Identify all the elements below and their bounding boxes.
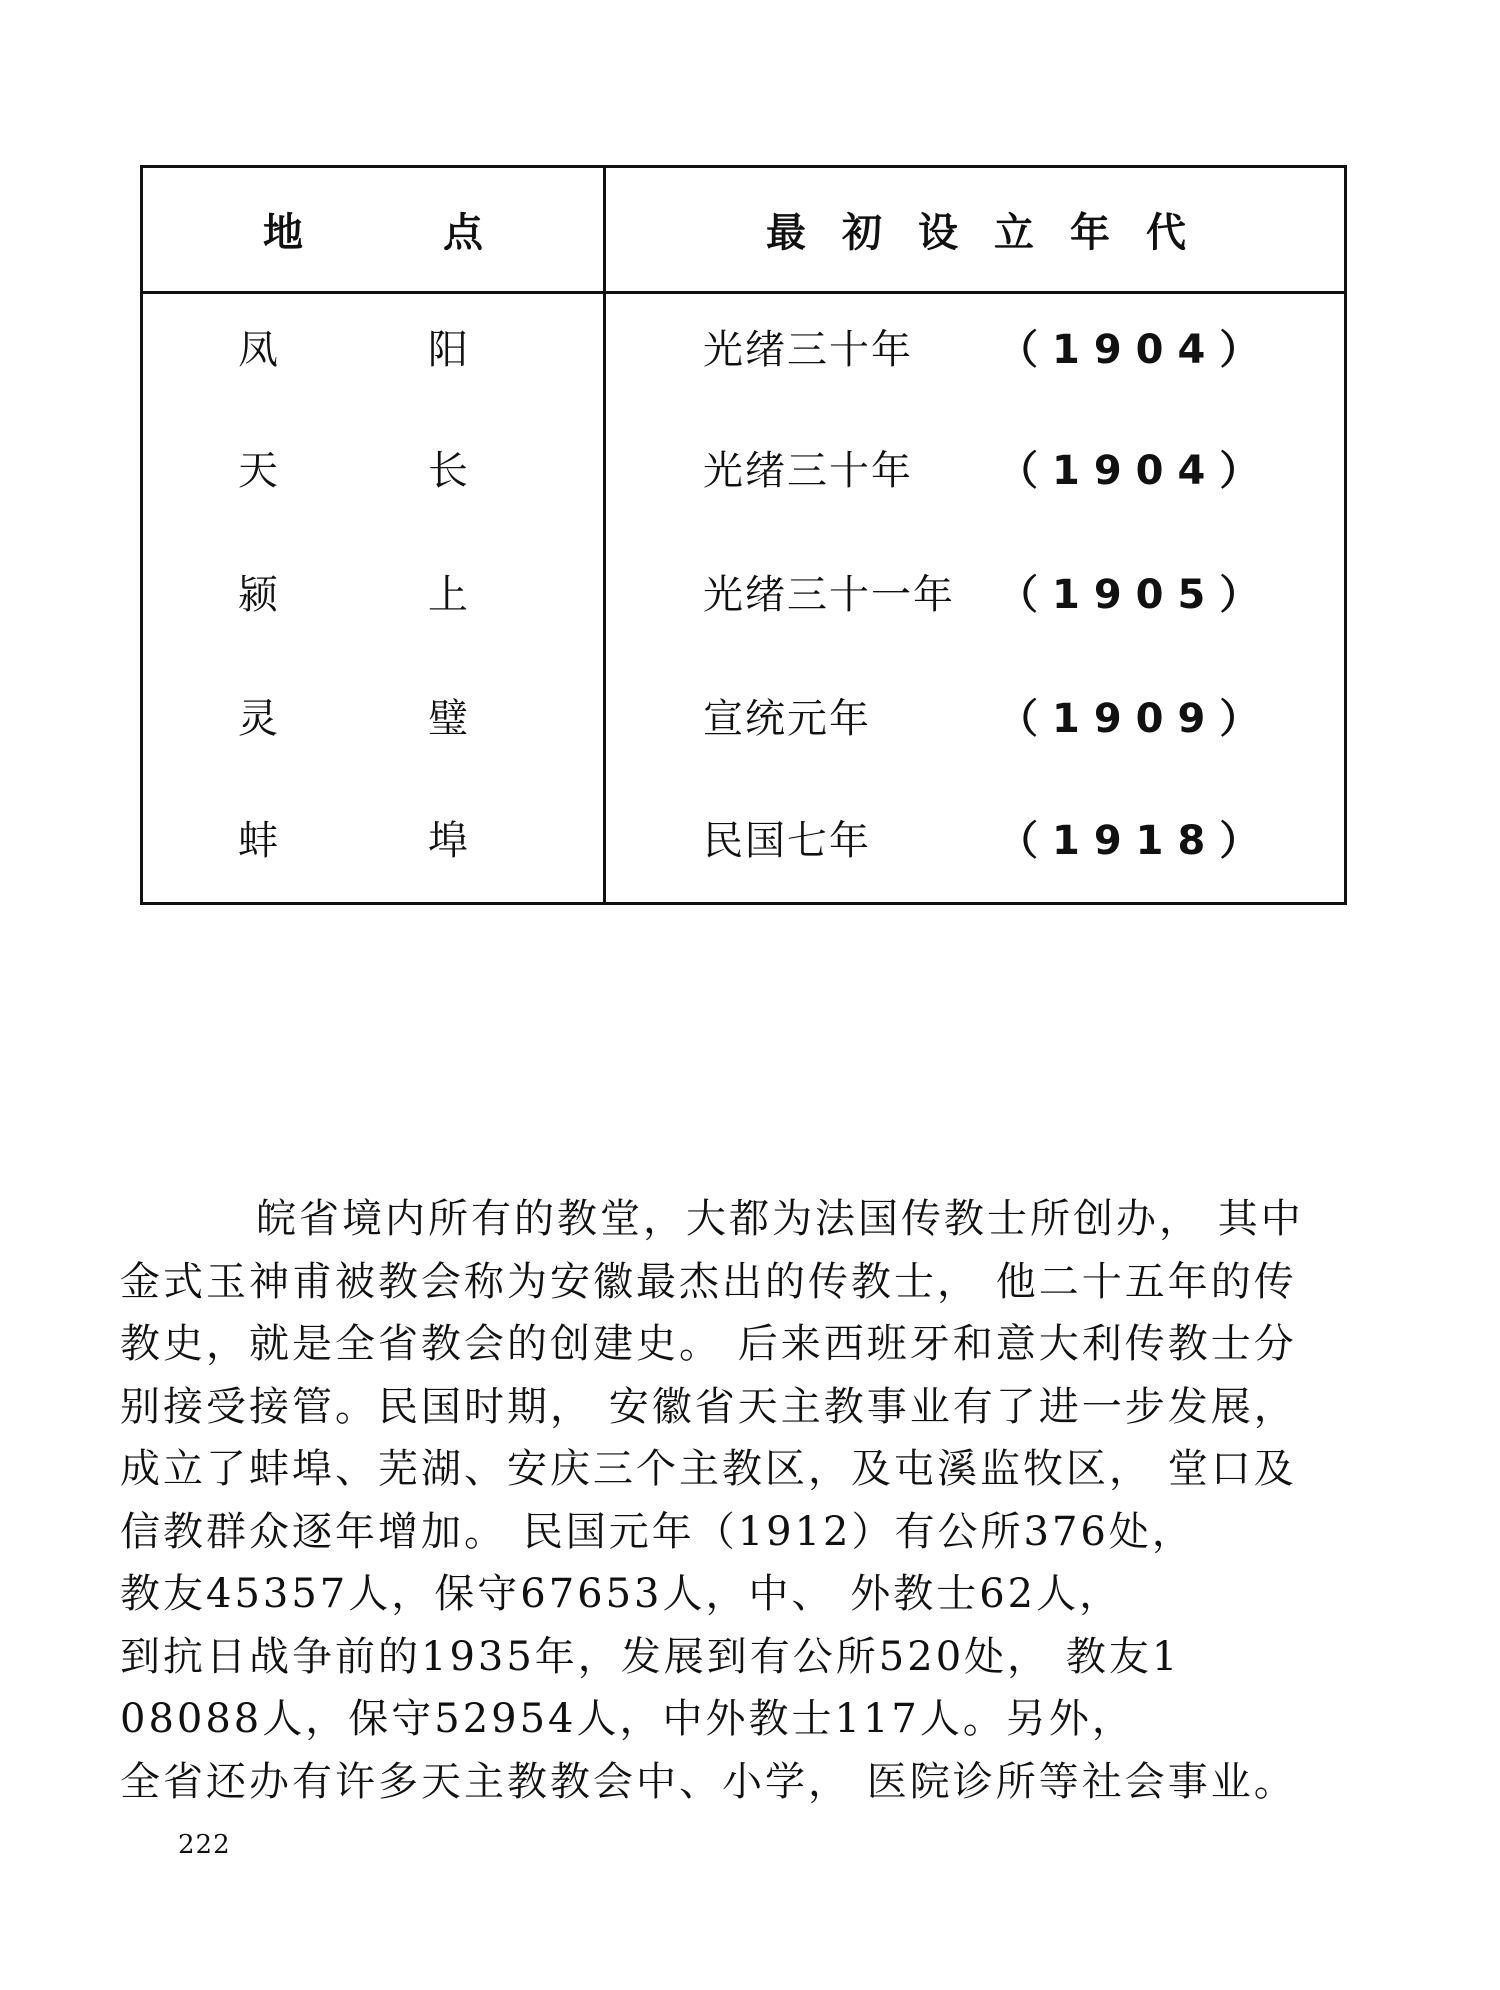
location-char-2: 长	[428, 448, 468, 494]
paragraph-line: 皖省境内所有的教堂，大都为法国传教士所创办， 其中	[256, 1196, 1304, 1242]
year-value: （1904）	[998, 448, 1274, 494]
paragraph-line: 全省还办有许多天主教教会中、小学， 医院诊所等社会事业。	[120, 1758, 1297, 1805]
header-location	[143, 168, 623, 291]
table-row	[143, 809, 1344, 869]
year-value: （1918）	[998, 818, 1274, 864]
page-number: 222	[178, 1830, 231, 1860]
era-name: 民国七年	[703, 818, 871, 864]
era-name: 宣统元年	[703, 696, 871, 742]
paragraph-line: 到抗日战争前的1935年，发展到有公所520处， 教友1	[120, 1633, 1181, 1680]
location-char-1: 颍	[238, 572, 278, 618]
location-char-2: 阳	[428, 327, 468, 373]
location-char-1: 灵	[238, 696, 278, 742]
table-row	[143, 318, 1344, 378]
location-char-1: 天	[238, 448, 278, 494]
era-name: 光绪三十一年	[703, 572, 955, 618]
body-paragraph	[120, 1188, 1390, 1813]
location-char-1: 蚌	[238, 818, 278, 864]
table-row	[143, 687, 1344, 747]
year-value: （1909）	[998, 696, 1274, 742]
paragraph-line: 08088人，保守52954人，中外教士117人。另外，	[120, 1696, 1135, 1742]
era-name: 光绪三十年	[703, 448, 913, 494]
location-char-2: 上	[428, 572, 468, 618]
year-value: （1905）	[998, 572, 1274, 618]
paragraph-line: 教史，就是全省教会的创建史。 后来西班牙和意大利传教士分	[120, 1321, 1297, 1367]
year-value: （1904）	[998, 327, 1274, 373]
paragraph-line: 金式玉神甫被教会称为安徽最杰出的传教士， 他二十五年的传	[120, 1258, 1297, 1305]
header-location-text: 地点	[263, 209, 623, 256]
location-char-2: 璧	[428, 696, 468, 742]
era-name: 光绪三十年	[703, 327, 913, 373]
table-row	[143, 563, 1344, 623]
location-char-1: 凤	[238, 327, 278, 373]
paragraph-line: 别接受接管。民国时期， 安徽省天主教事业有了进一步发展，	[120, 1383, 1297, 1430]
paragraph-line: 信教群众逐年增加。 民国元年（1912）有公所376处，	[120, 1508, 1195, 1555]
table-row	[143, 439, 1344, 499]
church-founding-table	[140, 165, 1347, 905]
header-divider	[143, 291, 1344, 294]
paragraph-line: 成立了蚌埠、芜湖、安庆三个主教区，及屯溪监牧区， 堂口及	[120, 1446, 1297, 1492]
location-char-2: 埠	[428, 818, 468, 864]
paragraph-line: 教友45357人，保守67653人，中、 外教士62人，	[120, 1571, 1123, 1617]
header-year-text: 最初设立年代	[766, 209, 1222, 256]
header-year	[606, 168, 1346, 291]
